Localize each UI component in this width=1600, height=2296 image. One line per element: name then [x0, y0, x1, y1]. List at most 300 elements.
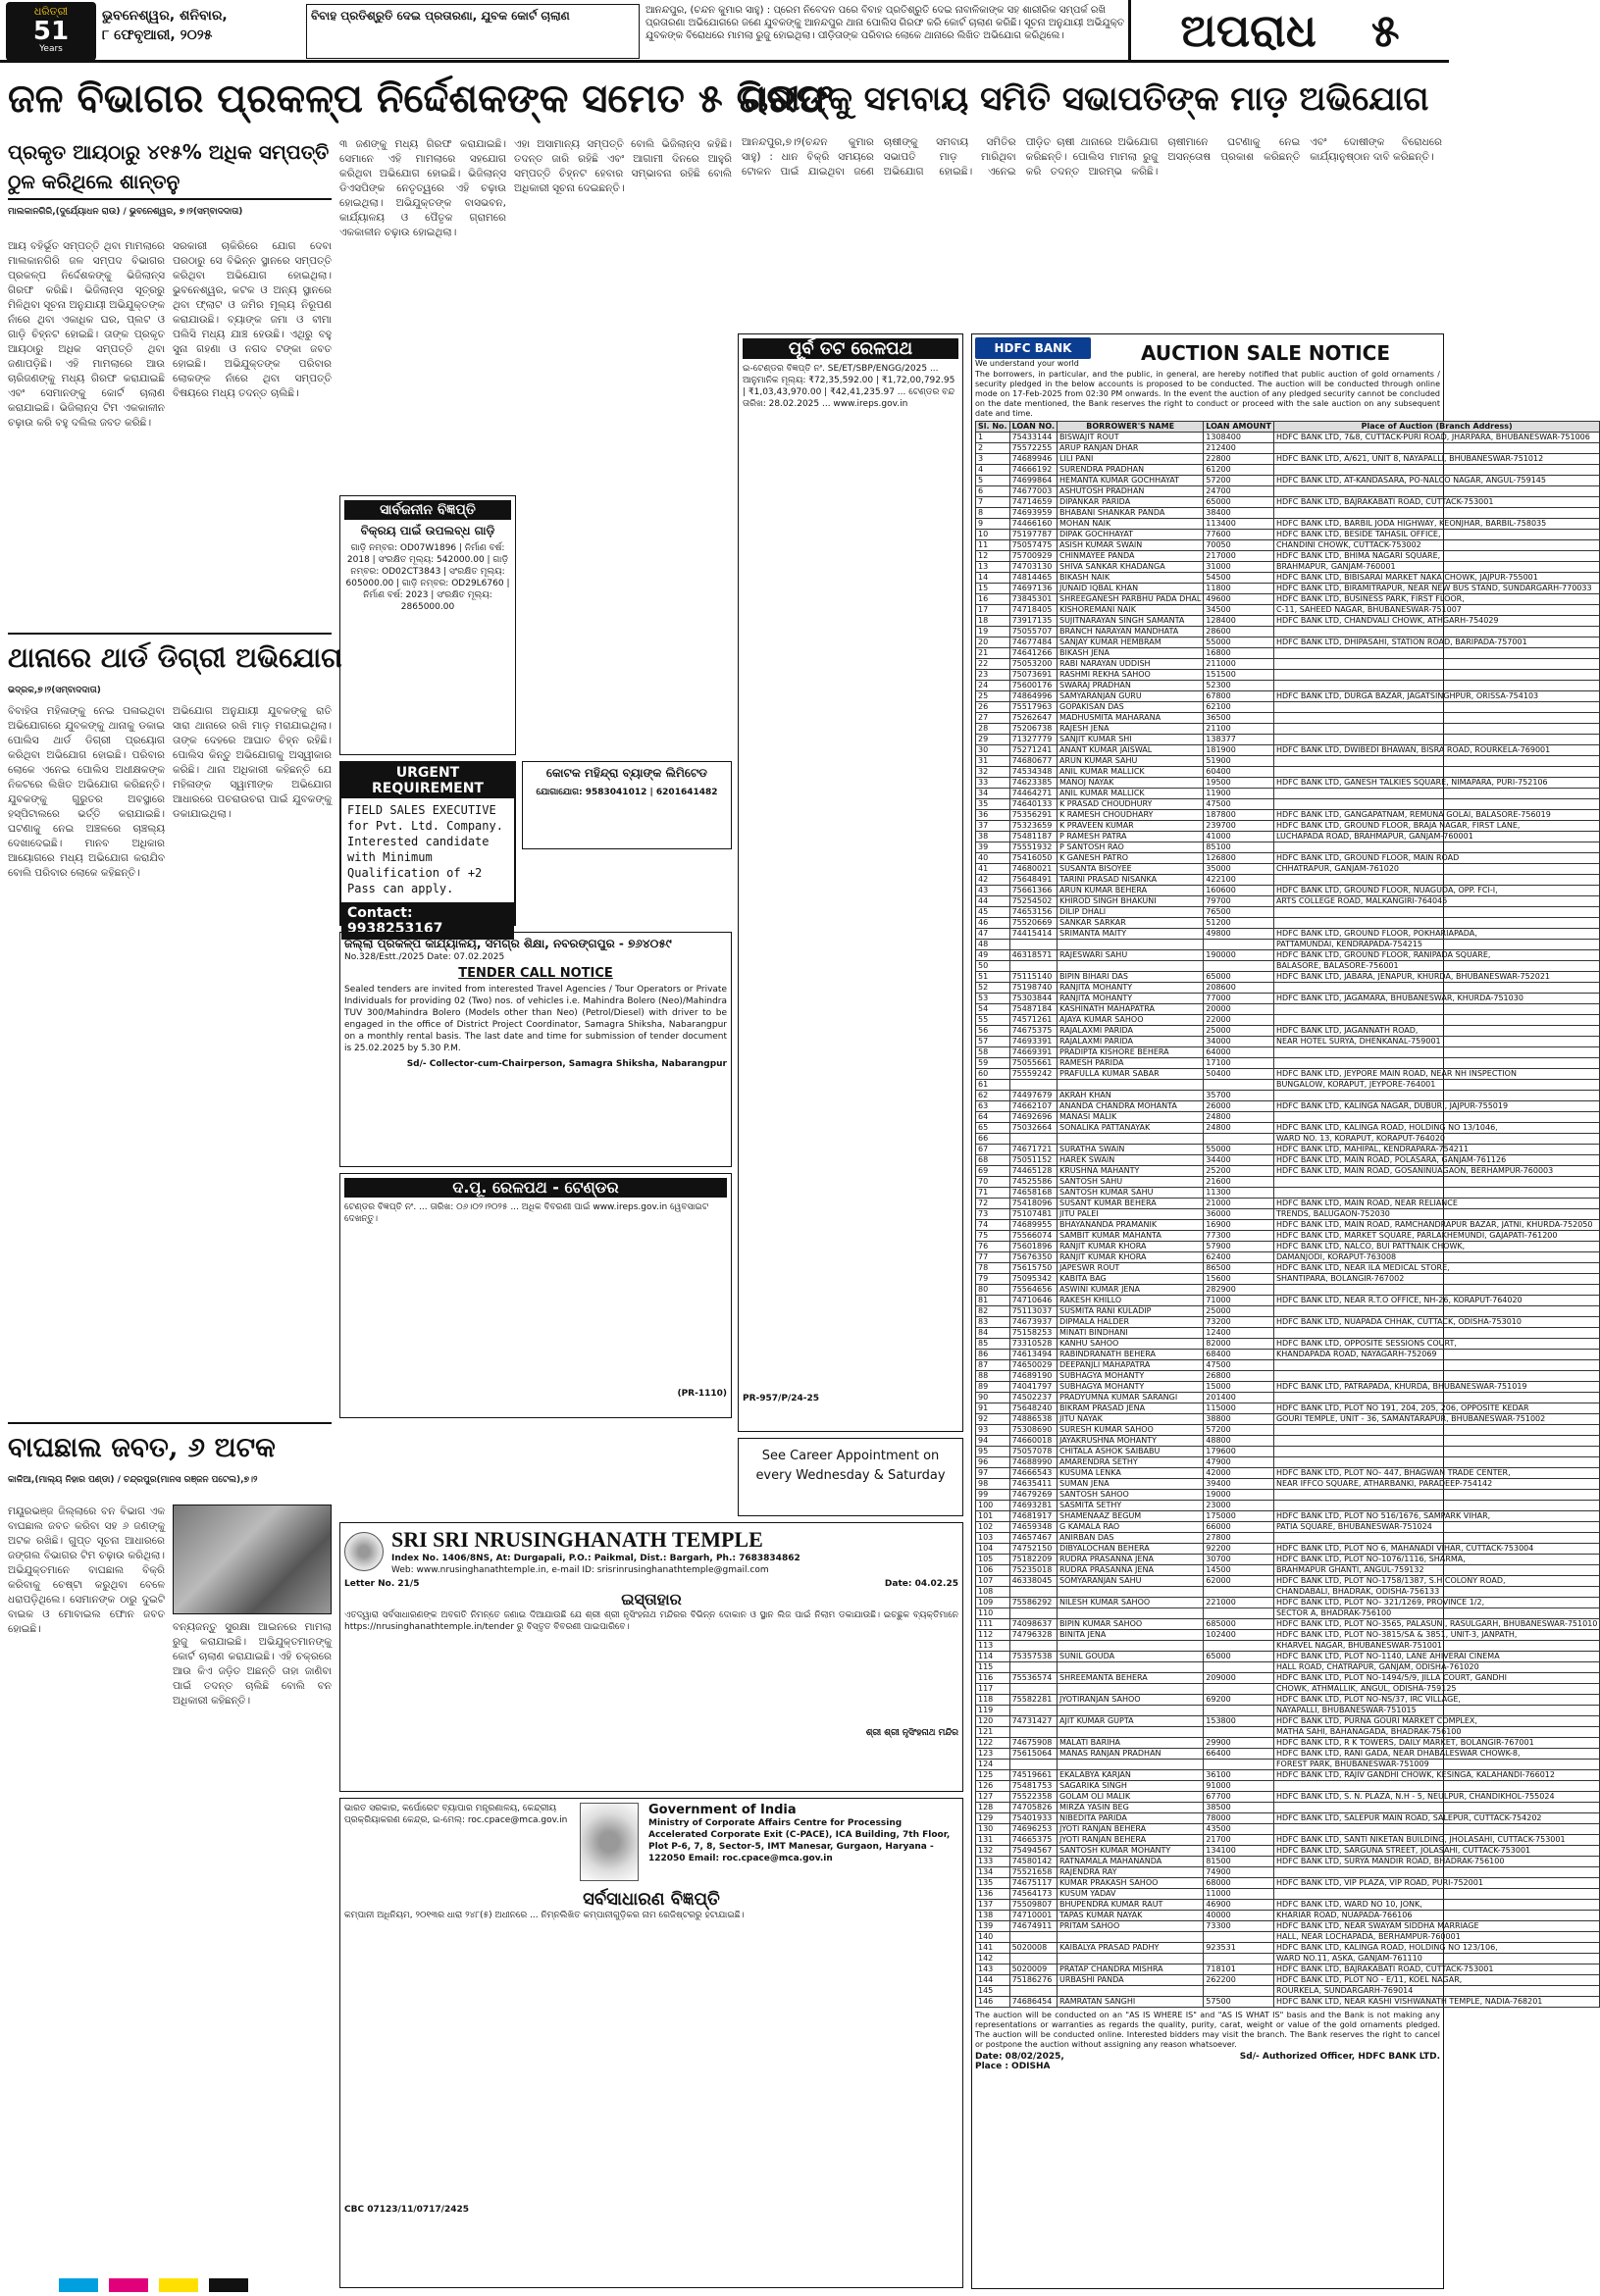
col-header-loan-no: LOAN NO.	[1009, 422, 1057, 433]
table-cell: NEAR HOTEL SURYA, DHENKANAL-759001	[1273, 1037, 1599, 1047]
table-cell: 66	[976, 1134, 1010, 1145]
table-cell: 75356291	[1009, 810, 1057, 821]
date-line-2: ୮ ଫେବୃଆରୀ, ୨୦୨୫	[102, 27, 213, 43]
table-cell	[1273, 1436, 1599, 1447]
table-row	[976, 551, 1600, 562]
table-row	[976, 886, 1600, 896]
table-cell	[1273, 1533, 1599, 1544]
table-cell	[1273, 508, 1599, 519]
table-cell: HDFC BANK LTD, NEAR KASHI VISHWANATH TEMPLE, NADIA-768201	[1273, 1997, 1599, 2008]
table-cell: 132	[976, 1846, 1010, 1857]
table-cell	[1273, 648, 1599, 659]
table-cell	[1273, 1490, 1599, 1501]
table-cell: HEMANTA KUMAR GOCHHAYAT	[1058, 476, 1204, 486]
table-cell: HDFC BANK LTD, JAGAMARA, BHUBANESWAR, KHURDA-751030	[1273, 994, 1599, 1004]
table-cell: TAPAS KUMAR NAYAK	[1058, 1911, 1204, 1921]
table-cell: DIPANKAR PARIDA	[1058, 497, 1204, 508]
table-cell: 20	[976, 638, 1010, 648]
table-cell: 24800	[1204, 1112, 1274, 1123]
table-cell: 74466160	[1009, 519, 1057, 530]
table-cell	[1273, 1047, 1599, 1058]
table-cell: 108	[976, 1587, 1010, 1598]
kotak-ad-body: ଯୋଗାଯୋଗ: 9583041012 | 6201641482	[536, 788, 718, 797]
cyan-mark	[59, 2278, 98, 2292]
table-row	[976, 1112, 1600, 1123]
table-cell	[1273, 1803, 1599, 1813]
table-cell: SAMYARANJAN GURU	[1058, 691, 1204, 702]
table-cell: SHAMENAAZ BEGUM	[1058, 1511, 1204, 1522]
table-row	[976, 1339, 1600, 1350]
table-cell: GOLAM OLI MALIK	[1058, 1792, 1204, 1803]
logo-number: 51	[32, 17, 70, 46]
table-cell: 120	[976, 1716, 1010, 1727]
table-row	[976, 1328, 1600, 1339]
table-row	[976, 972, 1600, 983]
table-row	[976, 1501, 1600, 1511]
table-cell: 21700	[1204, 1835, 1274, 1846]
table-cell: 106	[976, 1565, 1010, 1576]
urgent-ad-contact: Contact: 9938253167	[341, 902, 514, 940]
table-row	[976, 497, 1600, 508]
table-row	[976, 1867, 1600, 1878]
table-cell: NILESH KUMAR SAHOO	[1058, 1598, 1204, 1608]
table-cell: 38800	[1204, 1414, 1274, 1425]
table-cell: WARD NO.11, ASKA, GANJAM-761110	[1273, 1954, 1599, 1964]
table-cell: 75648491	[1009, 875, 1057, 886]
table-cell: 74677484	[1009, 638, 1057, 648]
table-cell: AJIT KUMAR GUPTA	[1058, 1716, 1204, 1727]
table-cell	[1273, 875, 1599, 886]
vehicle-ad-title: ସାର୍ବଜନୀନ ବିଜ୍ଞପ୍ତି	[344, 500, 511, 520]
table-cell: 75517963	[1009, 702, 1057, 713]
table-cell: 10	[976, 530, 1010, 540]
table-cell: 19	[976, 627, 1010, 638]
table-cell: PRAFULLA KUMAR SABAR	[1058, 1069, 1204, 1080]
table-cell: 65000	[1204, 1652, 1274, 1662]
table-row	[976, 1145, 1600, 1155]
table-row	[976, 853, 1600, 864]
table-cell	[1204, 1587, 1274, 1598]
table-cell: CHANDINI CHOWK, CUTTACK-753002	[1273, 540, 1599, 551]
table-cell: 153800	[1204, 1716, 1274, 1727]
table-cell: 75536574	[1009, 1673, 1057, 1684]
table-cell: 74415414	[1009, 929, 1057, 940]
table-cell: 26	[976, 702, 1010, 713]
table-cell: 71327779	[1009, 735, 1057, 745]
table-cell: 74675908	[1009, 1738, 1057, 1749]
table-cell: 68400	[1204, 1350, 1274, 1360]
table-cell: 74657467	[1009, 1533, 1057, 1544]
table-cell	[1009, 1760, 1057, 1770]
table-row	[976, 929, 1600, 940]
table-row	[976, 702, 1600, 713]
table-cell: HDFC BANK LTD, PLOT NO-1140, LANE AHIVERAI CINEMA	[1273, 1652, 1599, 1662]
table-cell: MATHA SAHI, BAHANAGADA, BHADRAK-756100	[1273, 1727, 1599, 1738]
table-cell: 74671721	[1009, 1145, 1057, 1155]
section-title	[1128, 0, 1449, 63]
table-row	[976, 1058, 1600, 1069]
hdfc-intro: The borrowers, in particular, and the public, in general, are hereby notified that public auction of gold ornaments / security pledged in the below accounts is proposed to be conducted. The auction will be conducted through online mode on 17-Feb-2025 from 02:30 PM onwards. In the event the auction of any pledged security cannot be concluded on the date mentioned, the Bank reserves the right to conduct or proceed with the sale auction on any subsequent date and time.	[975, 370, 1440, 418]
table-cell	[1058, 1932, 1204, 1943]
table-cell: 30700	[1204, 1555, 1274, 1565]
table-cell: 21100	[1204, 724, 1274, 735]
table-cell: 140	[976, 1932, 1010, 1943]
table-row	[976, 1080, 1600, 1091]
table-cell: 2	[976, 443, 1010, 454]
table-cell: HDFC BANK LTD, R K TOWERS, DAILY MARKET, BOLANGIR-767001	[1273, 1738, 1599, 1749]
table-cell	[1058, 1706, 1204, 1716]
table-row	[976, 648, 1600, 659]
table-cell: BIPIN BIHARI DAS	[1058, 972, 1204, 983]
table-cell	[1204, 1608, 1274, 1619]
table-cell: 40000	[1204, 1911, 1274, 1921]
table-cell: HALL ROAD, CHATRAPUR, GANJAM, ODISHA-761020	[1273, 1662, 1599, 1673]
table-cell: 38500	[1204, 1803, 1274, 1813]
table-row	[976, 745, 1600, 756]
table-cell: BHABANI SHANKAR PANDA	[1058, 508, 1204, 519]
table-cell: 160600	[1204, 886, 1274, 896]
magenta-mark	[109, 2278, 148, 2292]
table-cell: RANJIT KUMAR KHORA	[1058, 1242, 1204, 1252]
table-cell	[1204, 1932, 1274, 1943]
table-cell: 49600	[1204, 594, 1274, 605]
table-cell: 62400	[1204, 1252, 1274, 1263]
table-cell: 53	[976, 994, 1010, 1004]
table-row	[976, 1749, 1600, 1760]
table-row	[976, 1231, 1600, 1242]
table-cell: HDFC BANK LTD, JAGANNATH ROAD,	[1273, 1026, 1599, 1037]
table-cell: 11000	[1204, 1889, 1274, 1900]
table-cell: 94	[976, 1436, 1010, 1447]
table-cell: MALATI BARIHA	[1058, 1738, 1204, 1749]
table-cell: 115000	[1204, 1403, 1274, 1414]
table-cell: 75481753	[1009, 1781, 1057, 1792]
tender-sign: Sd/- Collector-cum-Chairperson, Samagra Shiksha, Nabarangpur	[406, 1059, 727, 1069]
table-cell: FOREST PARK, BHUBANESWAR-751009	[1273, 1760, 1599, 1770]
table-cell: 75600176	[1009, 681, 1057, 691]
table-cell: BIKASH JENA	[1058, 648, 1204, 659]
table-cell: HDFC BANK LTD, MAHIPAL, KENDRAPARA-754211	[1273, 1145, 1599, 1155]
table-cell: 43500	[1204, 1824, 1274, 1835]
table-cell: 85	[976, 1339, 1010, 1350]
table-cell: HDFC BANK LTD, MAIN ROAD, GOSANINUAGAON, BERHAMPUR-760003	[1273, 1166, 1599, 1177]
table-cell	[1058, 1641, 1204, 1652]
table-cell: 41	[976, 864, 1010, 875]
table-cell: 73300	[1204, 1921, 1274, 1932]
table-row	[976, 1447, 1600, 1457]
table-cell: 74689946	[1009, 454, 1057, 465]
table-cell: 37	[976, 821, 1010, 832]
table-cell: 75521658	[1009, 1867, 1057, 1878]
hdfc-footer-text: The auction will be conducted on an "AS IS WHERE IS" and "AS IS WHAT IS" basis and the Bank is not making any representations or warranties as regards the quality, purity, carat, weight or value of the gold ornaments pledged. The auction will be conducted online. Interested bidders may visit the branch. The Bank reserves the right to cancel or postpone the auction without assigning any reason whatsoever.	[975, 2011, 1440, 2049]
table-cell: NAYAPALLI, BHUBANESWAR-751015	[1273, 1706, 1599, 1716]
table-cell: 113400	[1204, 519, 1274, 530]
govt-right-body: Ministry of Corporate Affairs Centre for Processing Accelerated Corporate Exit (C-PACE), ICA Building, 7th Floor, Plot P-6, 7, 8, Sector-5, IMT Manesar, Gurgaon, Haryana - 122050 Email: roc.cpace@mca.gov.in	[648, 1818, 951, 1863]
table-row	[976, 735, 1600, 745]
table-cell: BHAYANANDA PRAMANIK	[1058, 1220, 1204, 1231]
table-cell: 64	[976, 1112, 1010, 1123]
table-cell: 39	[976, 842, 1010, 853]
table-cell: 74098637	[1009, 1619, 1057, 1630]
table-cell: 48	[976, 940, 1010, 950]
hdfc-logo: HDFC BANK	[975, 337, 1091, 359]
table-cell: 151500	[1204, 670, 1274, 681]
table-cell: HAREK SWAIN	[1058, 1155, 1204, 1166]
table-cell: ARUN KUMAR SAHU	[1058, 756, 1204, 767]
table-row	[976, 1792, 1600, 1803]
table-cell: 75051152	[1009, 1155, 1057, 1166]
table-cell: 77300	[1204, 1231, 1274, 1242]
hdfc-tagline: We understand your world	[975, 359, 1079, 368]
table-cell: 75	[976, 1231, 1010, 1242]
logo-years: Years	[39, 44, 63, 54]
table-cell	[1009, 1954, 1057, 1964]
table-cell: 75057475	[1009, 540, 1057, 551]
table-cell	[1273, 724, 1599, 735]
table-cell: 56	[976, 1026, 1010, 1037]
table-cell: 74675375	[1009, 1026, 1057, 1037]
table-cell: 46338045	[1009, 1576, 1057, 1587]
table-cell: 74502237	[1009, 1393, 1057, 1403]
table-cell: 74697136	[1009, 584, 1057, 594]
table-cell: RANJITA MOHANTY	[1058, 983, 1204, 994]
table-cell: EKALABYA KARJAN	[1058, 1770, 1204, 1781]
table-row	[976, 983, 1600, 994]
table-row	[976, 810, 1600, 821]
table-cell: 98	[976, 1479, 1010, 1490]
table-cell: 181900	[1204, 745, 1274, 756]
table-row	[976, 1900, 1600, 1911]
table-cell: SRIMANTA MAITY	[1058, 929, 1204, 940]
table-cell: C-11, SAHEED NAGAR, BHUBANESWAR-751007	[1273, 605, 1599, 616]
table-cell	[1204, 1662, 1274, 1673]
table-cell: 75494567	[1009, 1846, 1057, 1857]
table-cell: PRITAM SAHOO	[1058, 1921, 1204, 1932]
table-cell: 75572255	[1009, 443, 1057, 454]
table-cell: 83	[976, 1317, 1010, 1328]
table-cell: 45	[976, 907, 1010, 918]
table-cell: 124	[976, 1760, 1010, 1770]
table-cell: HDFC BANK LTD, A/621, UNIT 8, NAYAPALLI, BHUBANESWAR-751012	[1273, 454, 1599, 465]
temple-body: ଏତଦ୍ୱାରା ସର୍ବସାଧାରଣଙ୍କ ଅବଗତି ନିମନ୍ତେ ଜଣାଇ ଦିଆଯାଉଛି ଯେ ଶ୍ରୀ ଶ୍ରୀ ନୃସିଂହନାଥ ମନ୍ଦିରର ବିଭିନ୍ନ ଦୋକାନ ଓ ସ୍ଥାନ ଲିଜ ପାଇଁ ନିଲାମ ଡକାଯାଉଛି। ଇଚ୍ଛୁକ ବ୍ୟକ୍ତିମାନେ https://nrusinghanathtemple.in/tender ରୁ ବିସ୍ତୃତ ବିବରଣୀ ପାଇପାରିବେ।	[344, 1610, 958, 1632]
table-cell: 77	[976, 1252, 1010, 1263]
railway-tender-ad	[339, 1173, 732, 1418]
table-cell: 58	[976, 1047, 1010, 1058]
table-row	[976, 540, 1600, 551]
table-cell: HDFC BANK LTD, BIRAMITRAPUR, NEAR NEW BUS STAND, SUNDARGARH-770033	[1273, 584, 1599, 594]
page-number: ୫	[1370, 4, 1400, 57]
table-cell: 74686454	[1009, 1997, 1057, 2008]
table-cell: 75418096	[1009, 1199, 1057, 1209]
table-cell: TRENDS, BALUGAON-752030	[1273, 1209, 1599, 1220]
table-cell: ARUN KUMAR BEHERA	[1058, 886, 1204, 896]
table-cell: BRAHMAPUR, GANJAM-760001	[1273, 562, 1599, 573]
table-cell: SANTOSH KUMAR MOHANTY	[1058, 1846, 1204, 1857]
table-cell: 74534348	[1009, 767, 1057, 778]
table-cell: 75055707	[1009, 627, 1057, 638]
table-row	[976, 940, 1600, 950]
table-cell: 74641266	[1009, 648, 1057, 659]
table-cell: 122	[976, 1738, 1010, 1749]
table-cell: KUMAR PRAKASH SAHOO	[1058, 1878, 1204, 1889]
table-row	[976, 1490, 1600, 1501]
table-cell: RUDRA PRASANNA JENA	[1058, 1555, 1204, 1565]
table-cell: GOPAKISAN DAS	[1058, 702, 1204, 713]
table-cell	[1058, 1760, 1204, 1770]
table-cell: 135	[976, 1878, 1010, 1889]
table-cell	[1273, 1425, 1599, 1436]
table-cell: 145	[976, 1986, 1010, 1997]
table-cell: ANIL KUMAR MALLICK	[1058, 789, 1204, 799]
table-cell: SURATHA SWAIN	[1058, 1145, 1204, 1155]
table-cell: SUSANTA BISOYEE	[1058, 864, 1204, 875]
table-row	[976, 1242, 1600, 1252]
table-row	[976, 616, 1600, 627]
table-cell: 74693959	[1009, 508, 1057, 519]
table-cell: 16800	[1204, 648, 1274, 659]
lead-byline: ମାଲକାନଗିରି,(ଦୁର୍ଯ୍ୟୋଧନ ରାଉ) / ଭୁବନେଶ୍ୱର, ୭।୨(ସମ୍ବାଦଦାତା)	[8, 207, 243, 217]
table-cell: 138377	[1204, 735, 1274, 745]
table-cell: DEEPANJLI MAHAPATRA	[1058, 1360, 1204, 1371]
table-cell: 46	[976, 918, 1010, 929]
table-cell: SURESH KUMAR SAHOO	[1058, 1425, 1204, 1436]
table-cell: 71	[976, 1188, 1010, 1199]
table-cell: ANIRBAN DAS	[1058, 1533, 1204, 1544]
table-cell: 26000	[1204, 1101, 1274, 1112]
table-cell: 50	[976, 961, 1010, 972]
table-cell: 47900	[1204, 1457, 1274, 1468]
table-cell: BRANCH NARAYAN MANDHATA	[1058, 627, 1204, 638]
temple-sign: ଶ୍ରୀ ଶ୍ରୀ ନୃସିଂହନାଥ ମନ୍ଦିର	[865, 1728, 958, 1738]
table-cell	[1204, 961, 1274, 972]
table-cell: HDFC BANK LTD, PLOT NO-3815/SA & 3851, UNIT-3, JANPATH,	[1273, 1630, 1599, 1641]
table-cell	[1273, 1058, 1599, 1069]
table-cell	[1009, 961, 1057, 972]
right-headline: ଚାଷୀଙ୍କୁ ସମବାୟ ସମିତି ସଭାପତିଙ୍କ ମାଡ଼ ଅଭିଯୋଗ	[742, 79, 1429, 119]
table-cell: SANJIT KUMAR SHI	[1058, 735, 1204, 745]
table-cell: 75158253	[1009, 1328, 1057, 1339]
table-cell: 138	[976, 1911, 1010, 1921]
table-cell: 75182209	[1009, 1555, 1057, 1565]
table-row	[976, 454, 1600, 465]
table-row	[976, 1393, 1600, 1403]
table-cell: HDFC BANK LTD, AT-KANDASARA, PO-NALCO NAGAR, ANGUL-759145	[1273, 476, 1599, 486]
table-cell: HDFC BANK LTD, PLOT NO- 321/1269, PROVINCE 1/2,	[1273, 1598, 1599, 1608]
table-cell: SURENDRA PRADHAN	[1058, 465, 1204, 476]
table-cell: 80	[976, 1285, 1010, 1296]
section-name: ଅପରାଧ	[1180, 4, 1316, 57]
table-cell	[1058, 1662, 1204, 1673]
table-row	[976, 1101, 1600, 1112]
table-cell: MIRZA YASIN BEG	[1058, 1803, 1204, 1813]
govt-notice-ad	[339, 1798, 963, 2288]
table-cell: PATTAMUNDAI, KENDRAPADA-754215	[1273, 940, 1599, 950]
temple-notice-ad	[339, 1522, 963, 1792]
table-cell: 61200	[1204, 465, 1274, 476]
table-cell: RAJESH JENA	[1058, 724, 1204, 735]
col-header-sl: Sl. No.	[976, 422, 1010, 433]
table-cell: HDFC BANK LTD, PATRAPADA, KHURDA, BHUBANESWAR-751019	[1273, 1382, 1599, 1393]
table-cell: KUSUM YADAV	[1058, 1889, 1204, 1900]
table-cell: 54	[976, 1004, 1010, 1015]
table-cell: 49	[976, 950, 1010, 961]
table-cell: 21000	[1204, 1199, 1274, 1209]
table-cell: MINATI BINDHANI	[1058, 1328, 1204, 1339]
table-cell: HDFC BANK LTD, RAJIV GANDHI CHOWK, KESINGA, KALAHANDI-766012	[1273, 1770, 1599, 1781]
hdfc-title: AUCTION SALE NOTICE	[1141, 340, 1390, 365]
table-cell	[1204, 940, 1274, 950]
table-cell: 55000	[1204, 638, 1274, 648]
table-row	[976, 1274, 1600, 1285]
table-cell	[1058, 940, 1204, 950]
table-cell: HDFC BANK LTD, PLOT NO 516/1676, SAMPARK VIHAR,	[1273, 1511, 1599, 1522]
table-cell: 36500	[1204, 713, 1274, 724]
table-row	[976, 1296, 1600, 1306]
temple-title: SRI SRI NRUSINGHANATH TEMPLE	[391, 1527, 763, 1552]
table-cell: RAJENDRA RAY	[1058, 1867, 1204, 1878]
table-cell: 74580142	[1009, 1857, 1057, 1867]
table-cell: AKRAH KHAN	[1058, 1091, 1204, 1101]
table-cell: 136	[976, 1889, 1010, 1900]
table-cell	[1009, 1727, 1057, 1738]
tiger-headline: ବାଘଛାଲ ଜବତ, ୬ ଅଟକ	[8, 1422, 332, 1471]
table-cell: MADHUSMITA MAHARANA	[1058, 713, 1204, 724]
table-cell: HDFC BANK LTD, OPPOSITE SESSIONS COURT,	[1273, 1339, 1599, 1350]
table-cell: 90	[976, 1393, 1010, 1403]
table-cell: RATNAMALA MAHANANDA	[1058, 1857, 1204, 1867]
table-cell: 28	[976, 724, 1010, 735]
table-cell: HDFC BANK LTD, SALEPUR MAIN ROAD, SALEPUR, CUTTACK-754202	[1273, 1813, 1599, 1824]
table-cell: P RAMESH PATRA	[1058, 832, 1204, 842]
table-cell: 126800	[1204, 853, 1274, 864]
table-cell: 208600	[1204, 983, 1274, 994]
table-cell: 64000	[1204, 1047, 1274, 1058]
lead-col-2: ସରକାରୀ ଚାକିରିରେ ଯୋଗ ଦେବା ପରଠାରୁ ସେ ବିଭିନ୍ନ ସ୍ଥାନରେ ସମ୍ପତ୍ତି କରିଥିବା ଅଭିଯୋଗ ହୋଇଥିଲା। ଭୁବନେଶ୍ୱର, କଟକ ଓ ଅନ୍ୟ ସ୍ଥାନରେ ଥିବା ଫ୍ଲାଟ ଓ ଜମିର ମୂଲ୍ୟ ନିରୂପଣ କରାଯାଉଛି। ବ୍ୟାଙ୍କ ଜମା ଓ ବୀମା ପଲିସି ମଧ୍ୟ ଯାଞ୍ଚ ହେଉଛି। ଏଥିରୁ ବହୁ ସୁନା ଗହଣା ଓ ନଗଦ ଟଙ୍କା ଜବତ ହୋଇଛି। ଅଭିଯୁକ୍ତଙ୍କ ପରିବାର ଲୋକଙ୍କ ନାଁରେ ଥିବା ସମ୍ପତ୍ତି ବିଷୟରେ ମଧ୍ୟ ତଦନ୍ତ ଚାଲିଛି।	[173, 240, 332, 399]
table-cell: 142	[976, 1954, 1010, 1964]
table-cell: 74665375	[1009, 1835, 1057, 1846]
table-cell: 74705826	[1009, 1803, 1057, 1813]
table-cell: JITU NAYAK	[1058, 1414, 1204, 1425]
table-cell: BUNGALOW, KORAPUT, JEYPORE-764001	[1273, 1080, 1599, 1091]
table-cell: PRADYUMNA KUMAR SARANGI	[1058, 1393, 1204, 1403]
table-cell: BRAHMAPUR GHANTI, ANGUL-759132	[1273, 1565, 1599, 1576]
table-cell: KUSUMA LENKA	[1058, 1468, 1204, 1479]
table-cell: HDFC BANK LTD, BESIDE TAHASIL OFFICE,	[1273, 530, 1599, 540]
table-row	[976, 1662, 1600, 1673]
table-cell: ANANT KUMAR JAISWAL	[1058, 745, 1204, 756]
table-cell: 102	[976, 1522, 1010, 1533]
table-cell	[1009, 1706, 1057, 1716]
table-cell: SAGARIKA SINGH	[1058, 1781, 1204, 1792]
table-cell	[1273, 756, 1599, 767]
table-cell: 115	[976, 1662, 1010, 1673]
table-cell: RABINDRANATH BEHERA	[1058, 1350, 1204, 1360]
table-cell: 128400	[1204, 616, 1274, 627]
table-cell: MANASI MALIK	[1058, 1112, 1204, 1123]
table-row	[976, 465, 1600, 476]
table-cell: HDFC BANK LTD, GROUND FLOOR, RANIPADA SQUARE,	[1273, 950, 1599, 961]
table-cell: 11	[976, 540, 1010, 551]
table-cell: 718101	[1204, 1964, 1274, 1975]
table-cell: HDFC BANK LTD, PLOT NO - E/11, KOEL NAGAR,	[1273, 1975, 1599, 1986]
table-cell: 75262647	[1009, 713, 1057, 724]
table-row	[976, 724, 1600, 735]
table-cell: 190000	[1204, 950, 1274, 961]
table-cell: 61	[976, 1080, 1010, 1091]
table-cell: SUMAN JENA	[1058, 1479, 1204, 1490]
table-cell: 74864996	[1009, 691, 1057, 702]
table-cell: JYOTI RANJAN BEHERA	[1058, 1824, 1204, 1835]
